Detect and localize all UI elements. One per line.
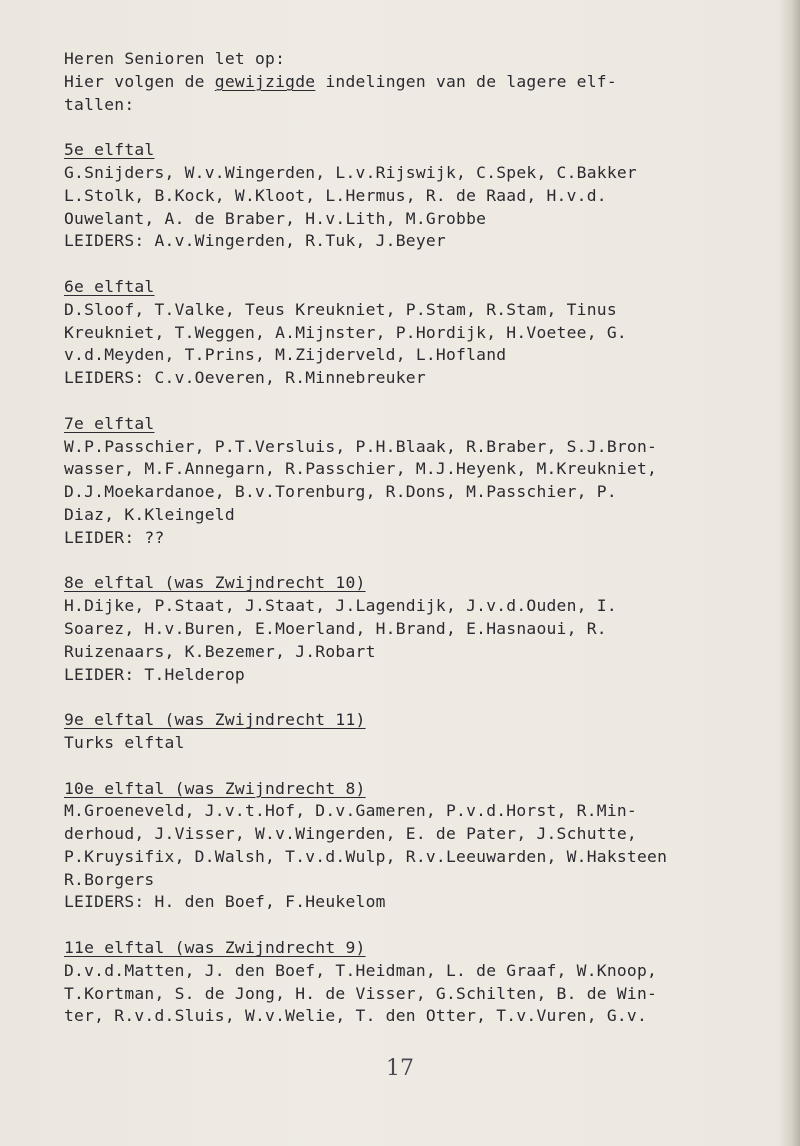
- section-9e-elftal: [64, 709, 764, 755]
- section-line: LEIDERS: C.v.Oeveren, R.Minnebreuker: [64, 368, 426, 388]
- section-10e-elftal: [64, 778, 764, 915]
- section-8e-elftal: [64, 572, 764, 686]
- section-6e-elftal: [64, 276, 764, 390]
- section-line: P.Kruysifix, D.Walsh, T.v.d.Wulp, R.v.Leeuwarden, W.Haksteen: [64, 846, 668, 866]
- section-line: W.P.Passchier, P.T.Versluis, P.H.Blaak, R.Braber, S.J.Bron-: [64, 436, 658, 456]
- section-line: D.J.Moekardanoe, B.v.Torenburg, R.Dons, M.Passchier, P.: [64, 482, 617, 502]
- section-line: Kreukniet, T.Weggen, A.Mijnster, P.Hordijk, H.Voetee, G.: [64, 322, 627, 342]
- section-line: Ruizenaars, K.Bezemer, J.Robart: [64, 641, 376, 661]
- section-line: D.v.d.Matten, J. den Boef, T.Heidman, L. de Graaf, W.Knoop,: [64, 960, 658, 980]
- section-heading: 8e elftal (was Zwijndrecht 10): [64, 573, 366, 593]
- section-line: Soarez, H.v.Buren, E.Moerland, H.Brand, E.Hasnaoui, R.: [64, 618, 607, 638]
- section-line: Ouwelant, A. de Braber, H.v.Lith, M.Grobbe: [64, 208, 487, 228]
- section-line: LEIDERS: H. den Boef, F.Heukelom: [64, 892, 386, 912]
- document-text: [64, 48, 764, 1028]
- intro-line-2-post: indelingen van de lagere elf-: [315, 71, 617, 91]
- section-line: M.Groeneveld, J.v.t.Hof, D.v.Gameren, P.v.d.Horst, R.Min-: [64, 801, 637, 821]
- page-edge-shadow: [778, 0, 800, 1146]
- section-7e-elftal: [64, 413, 764, 550]
- section-line: L.Stolk, B.Kock, W.Kloot, L.Hermus, R. de Raad, H.v.d.: [64, 185, 607, 205]
- intro-line-2: [64, 71, 764, 94]
- section-heading: 6e elftal: [64, 276, 155, 296]
- section-line: D.Sloof, T.Valke, Teus Kreukniet, P.Stam, R.Stam, Tinus: [64, 299, 617, 319]
- section-line: R.Borgers: [64, 869, 155, 889]
- intro-emphasis: gewijzigde: [214, 71, 316, 91]
- section-line: LEIDER: ??: [64, 527, 165, 547]
- section-line: ter, R.v.d.Sluis, W.v.Welie, T. den Otter, T.v.Vuren, G.v.: [64, 1006, 648, 1026]
- section-heading: 9e elftal (was Zwijndrecht 11): [64, 710, 366, 730]
- section-line: T.Kortman, S. de Jong, H. de Visser, G.Schilten, B. de Win-: [64, 983, 658, 1003]
- section-line: Turks elftal: [64, 732, 185, 752]
- section-line: derhoud, J.Visser, W.v.Wingerden, E. de Pater, J.Schutte,: [64, 824, 637, 844]
- section-heading: 11e elftal (was Zwijndrecht 9): [64, 938, 366, 958]
- section-line: LEIDER: T.Helderop: [64, 664, 245, 684]
- page-number: 17: [386, 1056, 414, 1081]
- section-heading: 7e elftal: [64, 413, 155, 433]
- section-line: wasser, M.F.Annegarn, R.Passchier, M.J.Heyenk, M.Kreukniet,: [64, 459, 658, 479]
- section-11e-elftal: [64, 937, 764, 1028]
- section-heading: 10e elftal (was Zwijndrecht 8): [64, 778, 366, 798]
- section-line: Diaz, K.Kleingeld: [64, 504, 235, 524]
- section-heading: 5e elftal: [64, 140, 155, 160]
- intro-line-2-pre: Hier volgen de: [64, 71, 215, 91]
- section-line: LEIDERS: A.v.Wingerden, R.Tuk, J.Beyer: [64, 231, 446, 251]
- section-line: G.Snijders, W.v.Wingerden, L.v.Rijswijk, C.Spek, C.Bakker: [64, 162, 637, 182]
- intro-line-3: tallen:: [64, 94, 135, 114]
- section-line: H.Dijke, P.Staat, J.Staat, J.Lagendijk, J.v.d.Ouden, I.: [64, 596, 617, 616]
- section-5e-elftal: [64, 139, 764, 253]
- intro-line-1: Heren Senioren let op:: [64, 49, 286, 68]
- section-line: v.d.Meyden, T.Prins, M.Zijderveld, L.Hofland: [64, 345, 507, 365]
